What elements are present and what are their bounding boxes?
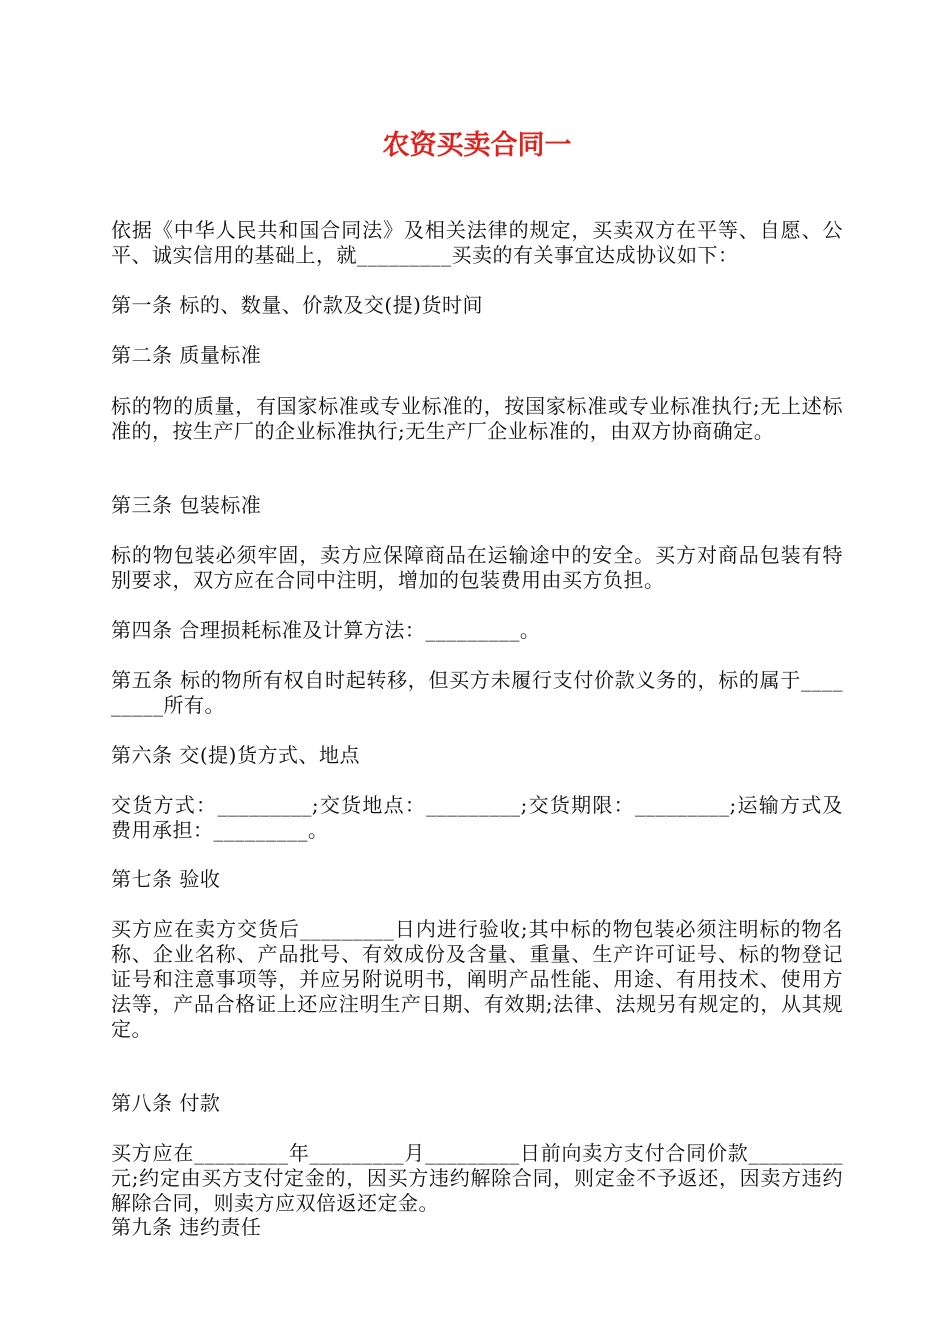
article-1-heading: 第一条 标的、数量、价款及交(提)货时间 (111, 293, 483, 317)
article-9-heading: 第九条 违约责任 (111, 1215, 262, 1239)
article-2-body: 标的物的质量，有国家标准或专业标准的，按国家标准或专业标准执行;无上述标准的，按生产厂的企业标准执行;无生产厂企业标准的，由双方协商确定。 (111, 394, 843, 443)
intro-paragraph: 依据《中华人民共和国合同法》及相关法律的规定，买卖双方在平等、自愿、公平、诚实信用的基础上，就_________买卖的有关事宜达成协议如下： (111, 218, 843, 267)
document-title: 农资买卖合同一 (382, 130, 572, 161)
article-2-heading: 第二条 质量标准 (111, 343, 262, 367)
article-6-body: 交货方式：_________;交货地点：_________;交货期限：_________;运输方式及费用承担：_________。 (111, 793, 843, 842)
article-3-heading: 第三条 包装标准 (111, 493, 262, 517)
article-8-heading: 第八条 付款 (111, 1091, 221, 1115)
article-4-paragraph: 第四条 合理损耗标准及计算方法：_________。 (111, 618, 541, 642)
article-7-body: 买方应在卖方交货后_________日内进行验收;其中标的物包装必须注明标的物名称、企业名称、产品批号、有效成份及含量、重量、生产许可证号、标的物登记证号和注意事项等，并应另附说明书，阐明产品性能、用途、有用技术、使用方法等，产品合格证上还应注明生产日期、有效期;法律、法规另有规定的，从其规定。 (111, 917, 843, 1041)
article-8-body: 买方应在_________年_________月_________日前向卖方支付合同价款_________元;约定由买方支付定金的，因买方违约解除合同，则定金不予返还，因卖方违约解除合同，则卖方应双倍返还定金。 (111, 1141, 843, 1215)
article-7-heading: 第七条 验收 (111, 867, 221, 891)
article-5-paragraph: 第五条 标的物所有权自时起转移，但买方未履行支付价款义务的，标的属于_________所有。 (111, 668, 843, 717)
article-3-body: 标的物包装必须牢固，卖方应保障商品在运输途中的安全。买方对商品包装有特别要求，双方应在合同中注明，增加的包装费用由买方负担。 (111, 543, 843, 592)
article-6-heading: 第六条 交(提)货方式、地点 (111, 743, 360, 767)
